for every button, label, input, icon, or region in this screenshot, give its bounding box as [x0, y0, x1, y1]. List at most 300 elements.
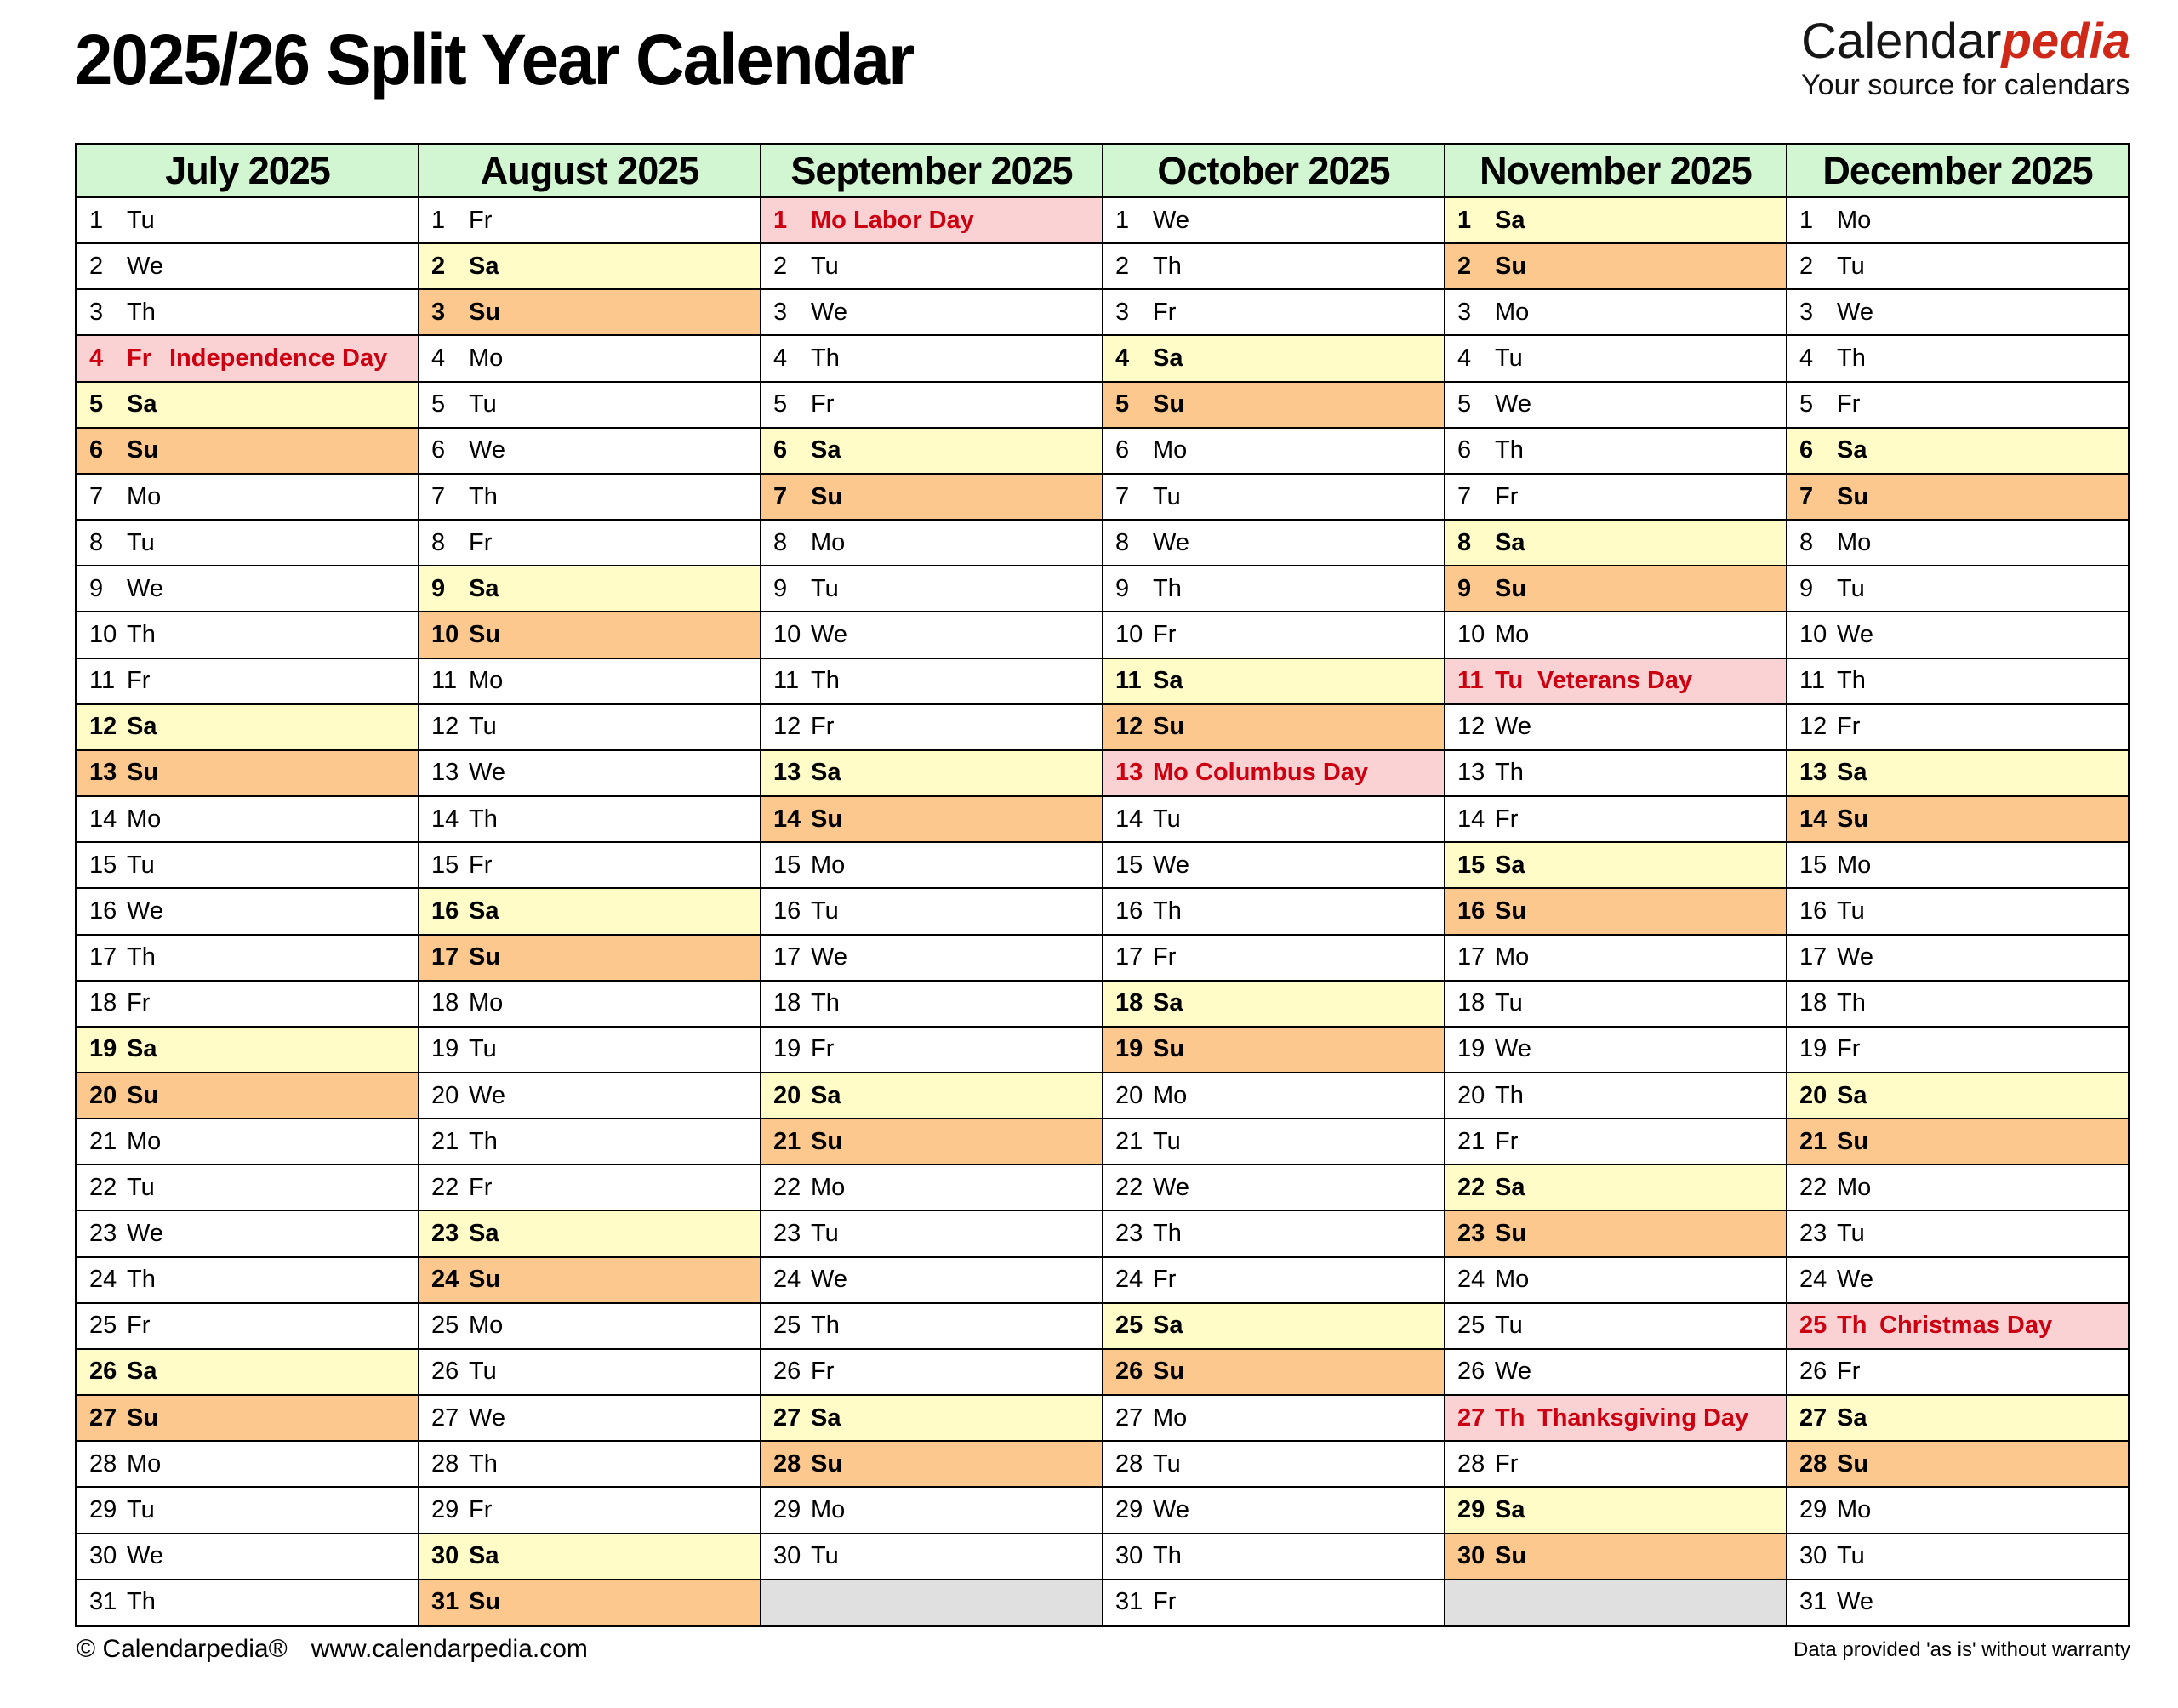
day-number: 4	[431, 344, 446, 373]
day-weekday: Fr	[1837, 1358, 1861, 1386]
day-weekday: Sa	[1837, 1081, 1867, 1109]
page-title: 2025/26 Split Year Calendar	[75, 20, 914, 100]
day-weekday: We	[811, 298, 847, 326]
day-cell	[1787, 1440, 2128, 1486]
day-number: 9	[89, 574, 104, 602]
day-weekday: Tu	[1495, 1312, 1523, 1340]
day-number: 9	[1457, 574, 1472, 602]
day-cell	[419, 196, 760, 242]
day-number: 31	[1115, 1588, 1143, 1616]
day-number: 1	[89, 206, 104, 234]
day-cell	[419, 1118, 760, 1164]
day-cell	[419, 473, 760, 519]
day-number: 6	[1115, 436, 1130, 464]
day-cell	[1103, 519, 1444, 565]
day-weekday: Tu	[127, 206, 155, 234]
day-cell	[1103, 980, 1444, 1026]
day-number: 27	[89, 1403, 117, 1432]
day-weekday: Th	[127, 298, 156, 326]
day-cell	[419, 1348, 760, 1394]
day-number: 19	[431, 1035, 459, 1063]
day-cell	[1445, 1210, 1786, 1255]
day-weekday: Mo	[1495, 943, 1530, 971]
day-number: 6	[431, 436, 446, 464]
day-weekday: Su	[811, 482, 843, 510]
day-number: 13	[1115, 759, 1143, 787]
day-weekday: Th	[1837, 344, 1866, 373]
day-cell	[1103, 703, 1444, 749]
day-weekday: We	[1153, 1495, 1189, 1523]
day-weekday: Tu	[1837, 1220, 1865, 1248]
day-cell	[1445, 934, 1786, 980]
day-number: 17	[89, 943, 117, 971]
day-number: 21	[89, 1127, 117, 1155]
day-number: 6	[1799, 436, 1814, 464]
day-cell	[1445, 841, 1786, 887]
day-number: 14	[431, 805, 459, 833]
day-weekday: Th	[1153, 897, 1182, 925]
day-number: 23	[773, 1220, 801, 1248]
day-weekday: Mo	[1153, 436, 1188, 464]
day-number: 24	[431, 1266, 459, 1294]
logo-text-black: Calendar	[1801, 14, 2002, 69]
day-cell	[1445, 795, 1786, 841]
day-number: 18	[1457, 989, 1485, 1017]
day-weekday: We	[469, 1403, 505, 1432]
day-weekday: Mo	[1837, 1495, 1872, 1523]
day-number: 18	[431, 989, 459, 1017]
day-number: 2	[431, 252, 446, 280]
day-weekday: Fr	[1837, 390, 1861, 418]
day-cell	[77, 473, 418, 519]
day-weekday: Tu	[469, 1035, 497, 1063]
day-cell	[419, 658, 760, 703]
day-cell	[1103, 1348, 1444, 1394]
day-cell	[1103, 565, 1444, 611]
month-header: December 2025	[1787, 145, 2128, 196]
logo-text-red: pedia	[2001, 14, 2130, 69]
day-cell	[1787, 381, 2128, 427]
day-weekday: Fr	[127, 667, 151, 695]
day-number: 3	[773, 298, 788, 326]
day-weekday: Mo	[1837, 851, 1872, 879]
day-weekday: We	[469, 759, 505, 787]
day-weekday: Su	[469, 1266, 501, 1294]
day-weekday: Tu	[811, 574, 839, 602]
day-weekday: Tu	[127, 851, 155, 879]
day-cell	[1445, 334, 1786, 380]
day-number: 19	[773, 1035, 801, 1063]
day-cell	[1787, 703, 2128, 749]
day-number: 29	[89, 1495, 117, 1523]
day-number: 19	[1115, 1035, 1143, 1063]
holiday-label: Christmas Day	[1879, 1312, 2053, 1340]
day-weekday: Sa	[1837, 759, 1867, 787]
day-cell	[1103, 1026, 1444, 1072]
day-number: 3	[1115, 298, 1130, 326]
day-number: 8	[431, 528, 446, 556]
day-cell	[1787, 334, 2128, 380]
day-cell	[761, 749, 1102, 795]
month-column	[1102, 145, 1444, 1625]
day-cell	[419, 1440, 760, 1486]
day-weekday: Su	[1837, 1449, 1869, 1477]
day-weekday: Sa	[469, 897, 499, 925]
day-cell	[419, 288, 760, 334]
day-number: 27	[773, 1403, 801, 1432]
day-weekday: We	[811, 943, 847, 971]
day-cell	[77, 1026, 418, 1072]
day-number: 9	[773, 574, 788, 602]
day-number: 11	[89, 667, 116, 695]
day-weekday: Su	[469, 620, 501, 648]
day-cell	[761, 1118, 1102, 1164]
day-weekday: Fr	[1153, 298, 1177, 326]
day-cell	[77, 703, 418, 749]
day-number: 2	[89, 252, 104, 280]
day-cell	[1787, 934, 2128, 980]
day-number: 10	[773, 620, 801, 648]
day-cell	[1445, 196, 1786, 242]
day-number: 23	[431, 1220, 459, 1248]
day-number: 9	[431, 574, 446, 602]
day-cell	[1787, 473, 2128, 519]
day-weekday: Mo	[811, 851, 846, 879]
day-cell	[761, 242, 1102, 288]
day-weekday: Su	[127, 436, 159, 464]
day-number: 24	[1457, 1266, 1485, 1294]
day-number: 29	[1799, 1495, 1827, 1523]
day-weekday: We	[1837, 1588, 1873, 1616]
day-weekday: Su	[127, 759, 159, 787]
day-cell	[77, 887, 418, 933]
day-number: 20	[1115, 1081, 1143, 1109]
day-weekday: Mo	[469, 989, 504, 1017]
day-cell	[77, 1440, 418, 1486]
day-weekday: Tu	[1153, 482, 1181, 510]
day-number: 29	[1457, 1495, 1485, 1523]
day-cell	[761, 841, 1102, 887]
day-weekday: Sa	[1495, 1495, 1525, 1523]
day-number: 1	[773, 206, 788, 234]
day-cell	[1787, 288, 2128, 334]
day-weekday: Mo	[811, 1495, 846, 1523]
day-cell	[1103, 242, 1444, 288]
day-cell	[419, 565, 760, 611]
day-weekday: Sa	[811, 759, 841, 787]
day-number: 20	[89, 1081, 117, 1109]
day-number: 2	[1799, 252, 1814, 280]
day-weekday: Su	[127, 1081, 159, 1109]
day-cell	[761, 334, 1102, 380]
footer-url: www.calendarpedia.com	[311, 1635, 588, 1663]
day-number: 24	[89, 1266, 117, 1294]
day-weekday: Mo	[1837, 206, 1872, 234]
day-number: 14	[89, 805, 117, 833]
day-number: 9	[1799, 574, 1814, 602]
day-cell	[761, 1026, 1102, 1072]
day-weekday: Mo	[1495, 298, 1530, 326]
month-header: October 2025	[1103, 145, 1444, 196]
day-number: 26	[1799, 1358, 1827, 1386]
day-number: 21	[773, 1127, 801, 1155]
day-cell	[761, 381, 1102, 427]
day-number: 28	[431, 1449, 459, 1477]
day-weekday: Mo	[1837, 1173, 1872, 1201]
day-cell	[761, 1256, 1102, 1302]
day-cell	[1445, 288, 1786, 334]
day-weekday: Tu	[1837, 1542, 1865, 1570]
day-cell	[77, 749, 418, 795]
day-number: 15	[89, 851, 117, 879]
day-cell	[77, 1394, 418, 1440]
day-weekday: Th	[127, 1588, 156, 1616]
day-cell	[761, 565, 1102, 611]
day-number: 2	[1115, 252, 1130, 280]
day-cell	[761, 473, 1102, 519]
day-weekday: Su	[1837, 482, 1869, 510]
day-weekday: Fr	[1495, 1127, 1519, 1155]
day-number: 7	[431, 482, 446, 510]
day-cell	[77, 334, 418, 380]
day-weekday: Th	[1153, 1220, 1182, 1248]
day-cell	[419, 381, 760, 427]
day-weekday: Fr	[469, 528, 493, 556]
day-number: 31	[1799, 1588, 1827, 1616]
day-cell	[1445, 658, 1786, 703]
month-column	[1444, 145, 1786, 1625]
day-cell	[77, 841, 418, 887]
day-cell	[1445, 1164, 1786, 1210]
day-weekday: Fr	[469, 1173, 493, 1201]
calendar-grid	[75, 143, 2130, 1627]
day-weekday: We	[1153, 528, 1189, 556]
day-number: 25	[1115, 1312, 1143, 1340]
day-weekday: We	[127, 1220, 163, 1248]
day-number: 6	[773, 436, 788, 464]
day-weekday: Th	[1837, 1312, 1867, 1340]
day-number: 9	[1115, 574, 1130, 602]
day-cell	[1787, 611, 2128, 657]
day-number: 11	[1457, 667, 1484, 695]
day-cell	[1787, 565, 2128, 611]
day-weekday: Su	[469, 298, 501, 326]
day-cell	[1445, 1486, 1786, 1532]
day-cell	[1787, 1164, 2128, 1210]
day-number: 25	[431, 1312, 459, 1340]
day-weekday: Th	[1495, 1081, 1524, 1109]
day-cell	[419, 334, 760, 380]
day-cell	[1103, 887, 1444, 933]
day-number: 12	[89, 713, 117, 741]
day-cell	[1103, 1440, 1444, 1486]
day-number: 17	[431, 943, 459, 971]
day-cell	[419, 1072, 760, 1118]
day-weekday: Tu	[1153, 1127, 1181, 1155]
day-weekday: Sa	[127, 1358, 157, 1386]
day-number: 14	[1799, 805, 1827, 833]
day-number: 16	[1457, 897, 1485, 925]
day-cell	[77, 242, 418, 288]
day-cell	[77, 1210, 418, 1255]
day-number: 20	[1799, 1081, 1827, 1109]
day-weekday: Tu	[1495, 344, 1523, 373]
day-number: 23	[1799, 1220, 1827, 1248]
day-number: 19	[1799, 1035, 1827, 1063]
day-number: 21	[431, 1127, 459, 1155]
day-cell	[1103, 288, 1444, 334]
day-number: 20	[1457, 1081, 1485, 1109]
day-weekday: Tu	[1153, 805, 1181, 833]
holiday-label: Columbus Day	[1195, 759, 1369, 787]
day-cell	[419, 887, 760, 933]
day-number: 10	[1799, 620, 1827, 648]
day-cell	[419, 1210, 760, 1255]
day-weekday: Mo	[1495, 1266, 1530, 1294]
day-cell	[77, 1348, 418, 1394]
day-weekday: Sa	[469, 252, 499, 280]
day-number: 16	[431, 897, 459, 925]
day-weekday: Tu	[1153, 1449, 1181, 1477]
day-number: 30	[89, 1542, 117, 1570]
day-number: 21	[1799, 1127, 1827, 1155]
day-cell	[761, 1394, 1102, 1440]
day-number: 27	[1457, 1403, 1485, 1432]
day-cell	[77, 565, 418, 611]
day-weekday: Th	[469, 1127, 498, 1155]
day-number: 12	[431, 713, 459, 741]
day-cell	[761, 1486, 1102, 1532]
day-weekday: Sa	[811, 1081, 841, 1109]
day-number: 31	[431, 1588, 459, 1616]
day-cell	[1445, 749, 1786, 795]
day-weekday: Sa	[1153, 989, 1183, 1017]
day-weekday: Th	[811, 989, 840, 1017]
day-number: 13	[89, 759, 117, 787]
day-number: 15	[1115, 851, 1143, 879]
day-cell	[1103, 841, 1444, 887]
day-number: 5	[1799, 390, 1814, 418]
day-cell	[77, 381, 418, 427]
day-number: 27	[1799, 1403, 1827, 1432]
day-cell	[1445, 1256, 1786, 1302]
day-weekday: Tu	[469, 390, 497, 418]
day-weekday: Th	[1495, 759, 1524, 787]
day-cell	[1103, 1256, 1444, 1302]
day-cell	[1445, 1533, 1786, 1579]
day-weekday: Tu	[127, 528, 155, 556]
day-number: 28	[1799, 1449, 1827, 1477]
day-cell	[419, 795, 760, 841]
day-weekday: We	[127, 897, 163, 925]
day-cell	[761, 1072, 1102, 1118]
day-weekday: We	[127, 574, 163, 602]
day-cell	[1787, 519, 2128, 565]
day-cell	[1787, 242, 2128, 288]
day-number: 17	[773, 943, 801, 971]
day-number: 13	[431, 759, 459, 787]
day-cell	[1103, 749, 1444, 795]
day-weekday: Fr	[1495, 482, 1519, 510]
day-weekday: Sa	[469, 1542, 499, 1570]
day-cell	[1445, 980, 1786, 1026]
day-weekday: Fr	[1153, 620, 1177, 648]
day-cell	[1445, 1072, 1786, 1118]
day-cell	[1445, 381, 1786, 427]
day-cell	[419, 934, 760, 980]
day-number: 3	[1799, 298, 1814, 326]
day-cell	[761, 288, 1102, 334]
day-cell	[1787, 1302, 2128, 1348]
day-number: 10	[431, 620, 459, 648]
day-weekday: Su	[1495, 1542, 1527, 1570]
day-cell	[419, 1486, 760, 1532]
day-cell	[1445, 1394, 1786, 1440]
day-number: 5	[1115, 390, 1130, 418]
day-weekday: Fr	[811, 1358, 835, 1386]
day-weekday: We	[1495, 1035, 1531, 1063]
day-cell	[761, 1440, 1102, 1486]
day-cell	[761, 658, 1102, 703]
day-number: 1	[1457, 206, 1472, 234]
day-weekday: Tu	[811, 252, 839, 280]
day-weekday: Th	[811, 1312, 840, 1340]
day-weekday: Fr	[1153, 1266, 1177, 1294]
month-column	[1786, 145, 2128, 1625]
day-number: 19	[89, 1035, 117, 1063]
day-cell	[419, 1026, 760, 1072]
day-weekday: Sa	[811, 436, 841, 464]
day-weekday: Tu	[1495, 989, 1523, 1017]
day-number: 17	[1457, 943, 1485, 971]
day-cell	[1445, 1118, 1786, 1164]
day-cell	[419, 703, 760, 749]
day-number: 20	[431, 1081, 459, 1109]
day-number: 14	[1457, 805, 1485, 833]
day-number: 7	[1115, 482, 1130, 510]
day-cell	[1103, 1210, 1444, 1255]
day-cell	[77, 196, 418, 242]
day-cell	[761, 519, 1102, 565]
day-number: 28	[1115, 1449, 1143, 1477]
footer-left	[77, 1635, 588, 1664]
day-number: 11	[773, 667, 800, 695]
day-cell	[77, 1533, 418, 1579]
day-number: 8	[1457, 528, 1472, 556]
day-cell	[1103, 1072, 1444, 1118]
day-number: 25	[773, 1312, 801, 1340]
day-weekday: Th	[1153, 1542, 1182, 1570]
day-weekday: Fr	[1837, 1035, 1861, 1063]
day-cell	[1787, 427, 2128, 473]
day-weekday: Su	[1153, 1358, 1185, 1386]
day-weekday: Th	[1837, 667, 1866, 695]
day-cell	[761, 1302, 1102, 1348]
day-number: 16	[1115, 897, 1143, 925]
day-number: 29	[773, 1495, 801, 1523]
day-weekday: Su	[1495, 1220, 1527, 1248]
day-number: 4	[1457, 344, 1472, 373]
day-weekday: Mo	[1153, 1081, 1188, 1109]
day-cell	[77, 1164, 418, 1210]
day-cell	[761, 611, 1102, 657]
day-weekday: Th	[1495, 436, 1524, 464]
day-weekday: Fr	[469, 206, 493, 234]
day-number: 22	[1457, 1173, 1485, 1201]
day-weekday: We	[1837, 943, 1873, 971]
day-number: 13	[1799, 759, 1827, 787]
day-weekday: We	[1153, 851, 1189, 879]
